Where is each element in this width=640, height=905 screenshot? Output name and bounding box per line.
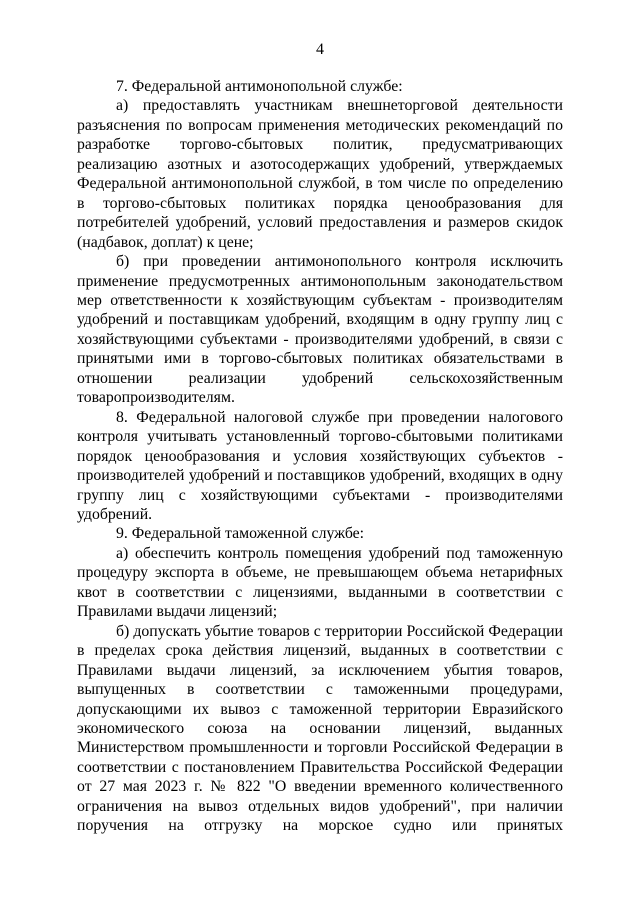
paragraph-section-8: 8. Федеральной налоговой службе при проведении налогового контроля учитывать установленный торгово-сбытовыми политиками порядок ценообразования и условия хозяйствующих субъектов - производителей удобрений и поставщиков удобрений, входящих в одну группу лиц с хозяйствующими субъектами - производителями удобрений. (77, 408, 563, 523)
document-body (77, 77, 563, 836)
page-number: 4 (316, 41, 324, 58)
paragraph-section-9: 9. Федеральной таможенной службе: (116, 525, 365, 543)
paragraph-section-7: 7. Федеральной антимонопольной службе: (116, 78, 403, 95)
paragraph-section-9a: а) обеспечить контроль помещения удобрений под таможенную процедуру экспорта в объеме, не превышающем объема нетарифных квот в соответствии с лицензиями, выданными в соответствии с Правилами выдачи лицензий; (77, 544, 563, 621)
paragraph-section-9b: б) допускать убытие товаров с территории Российской Федерации в пределах срока действия лицензий, выданных в соответствии с Правилами выдачи лицензий, за исключением убытия товаров, выпущенных в соответствии с таможенными процедурами, допускающими их вывоз с таможенной территории Евразийского экономического союза на основании лицензий, выданных Министерством промышленности и торговли Российской Федерации в соответствии с постановлением Правительства Российской Федерации от 27 мая 2023 г. № 822 "О введении временного количественного ограничения на вывоз отдельных видов удобрений", при наличии поручения на отгрузку на морское судно или принятых (77, 622, 563, 835)
paragraph-section-7a: а) предоставлять участникам внешнеторговой деятельности разъяснения по вопросам применения методических рекомендаций по разработке торгово-сбытовых политик, предусматривающих реализацию азотных и азотосодержащих удобрений, утверждаемых Федеральной антимонопольной службой, в том числе по определению в торгово-сбытовых политиках порядка ценообразования для потребителей удобрений, условий предоставления и размеров скидок (надбавок, доплат) к цене; (77, 97, 563, 251)
paragraph-section-7b: б) при проведении антимонопольного контроля исключить применение предусмотренных антимонопольным законодательством мер ответственности к хозяйствующим субъектам - производителям удобрений и поставщикам удобрений, входящим в одну группу лиц с хозяйствующими субъектами - производителями удобрений, в связи с принятыми ими в торгово-сбытовых политиках обязательствами в отношении реализации удобрений сельскохозяйственным товаропроизводителям. (77, 253, 563, 407)
